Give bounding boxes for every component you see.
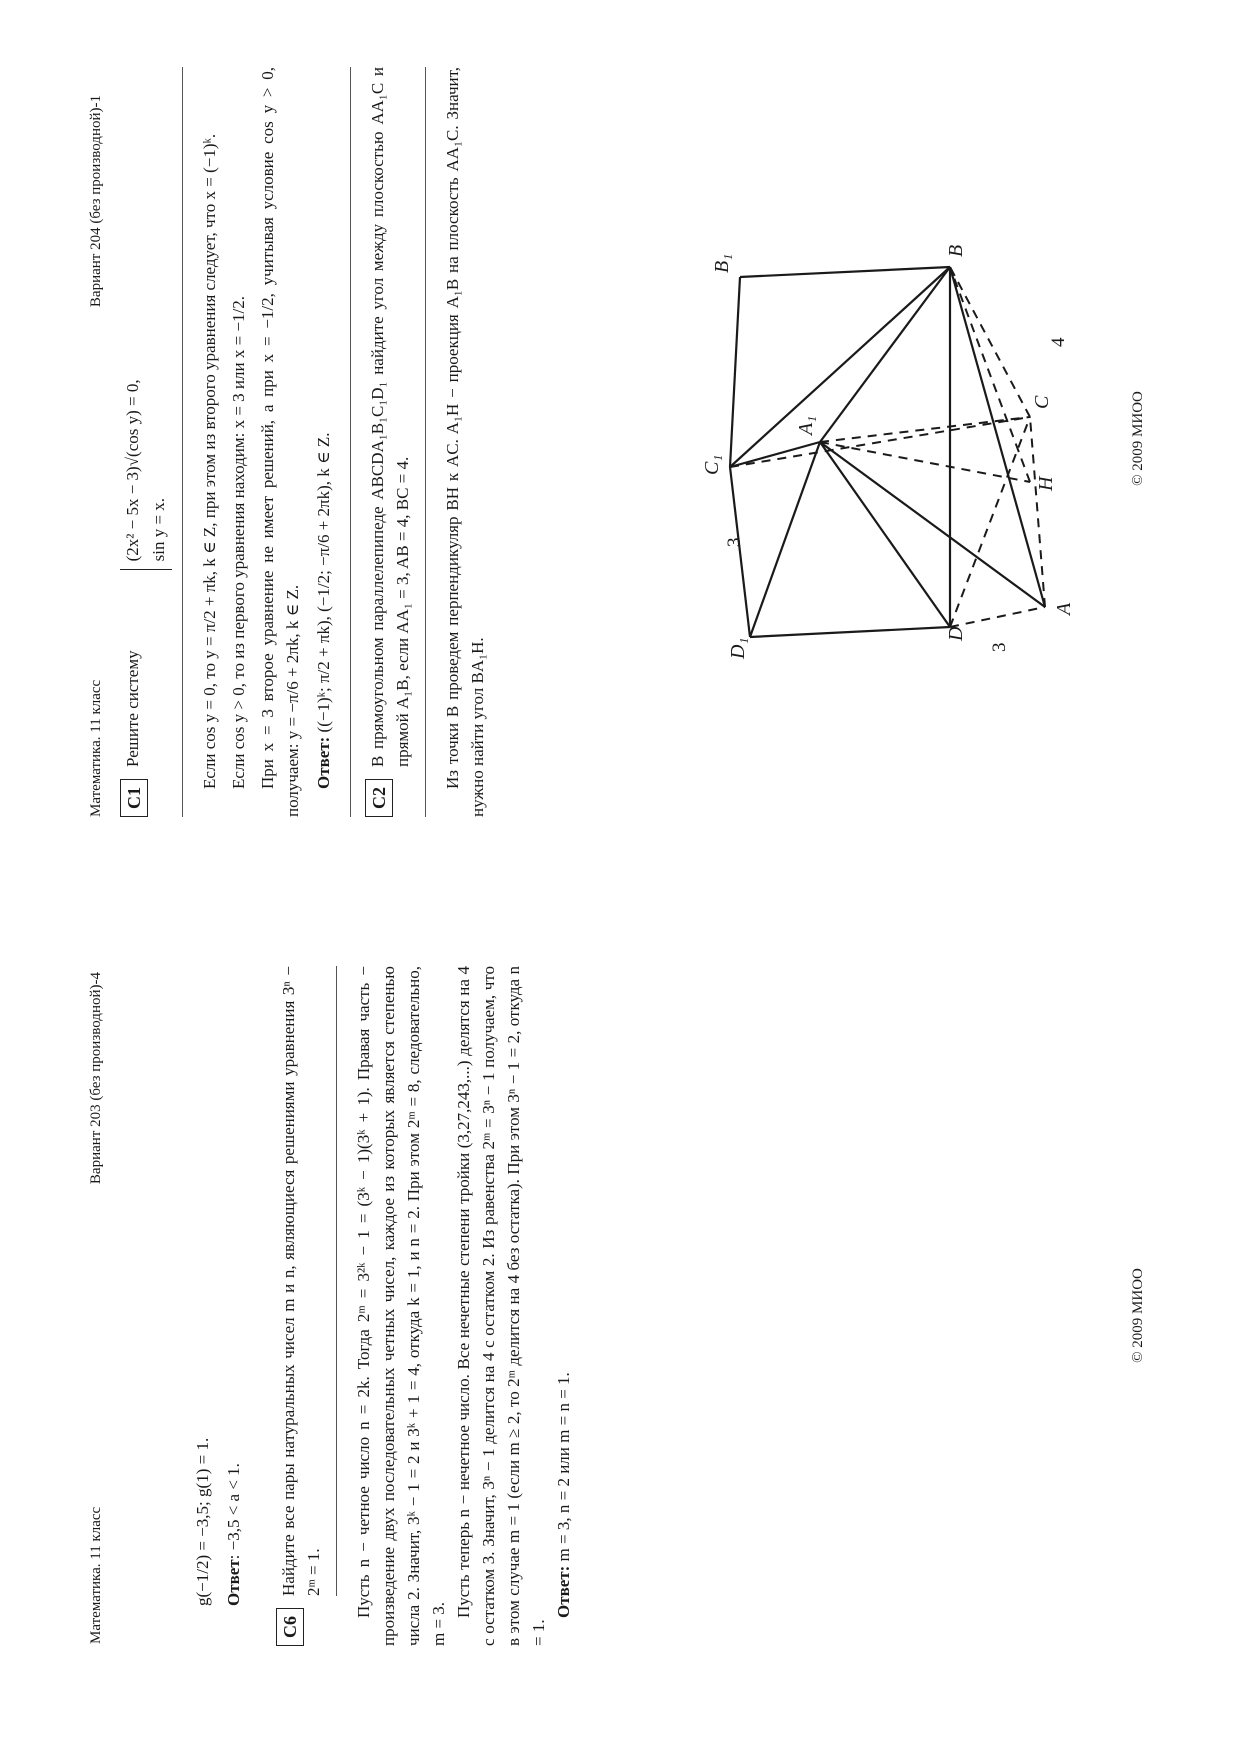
edge-d1-a1-top xyxy=(750,442,820,637)
task-c2 xyxy=(365,67,415,817)
label-d: D xyxy=(945,626,967,641)
label-c: C xyxy=(1031,395,1053,409)
edge-h-b-hidden xyxy=(950,267,1030,482)
right-header-subject: Математика. 11 класс xyxy=(88,679,104,817)
intro-answer-label: Ответ xyxy=(224,1559,243,1606)
solution-para-2: Пусть теперь n − нечетное число. Все нечетные степени тройки (3,27,243,...) делятся на 4 с остатком 3. Значит, 3ⁿ − 1 делится на 4 с остатком 2. Из равенства 2ᵐ = 3ⁿ − 1 получаем, что в этом случае m = 1 (если m ≥ 2, то 2ᵐ делится на 4 без остатка). При этом 3ⁿ − 1 = 2, откуда n = 1. xyxy=(454,966,548,1646)
edge-d1-a1 xyxy=(750,627,950,637)
label-b1: B₁ xyxy=(711,253,733,273)
label-b: B xyxy=(945,244,967,257)
task-c1-text: Решите систему xyxy=(123,650,142,767)
left-footer: © 2009 МИОО xyxy=(1130,1268,1146,1363)
intro-answer-value: : −3,5 < a < 1. xyxy=(224,1463,243,1560)
edge-a1-a xyxy=(820,442,1045,607)
left-header-variant: Вариант 203 (без производной)-4 xyxy=(88,972,104,1185)
c1-answer-value: ((−1)ᵏ; π/2 + πk), (−1/2; −π/6 + 2πk), k ∈ Z. xyxy=(314,432,333,733)
equation-system xyxy=(120,379,172,570)
task-c6-text: Найдите все пары натуральных чисел m и n, являющиеся решениями уравнения 3ⁿ − 2ᵐ = 1. xyxy=(279,966,323,1596)
task-tag-c2: C2 xyxy=(365,779,393,817)
c6-answer xyxy=(551,966,576,1646)
c1-para-3: При x = 3 второе уравнение не имеет решений, а при x = −1/2, учитывая условие cos y > 0, получаем: y = −π/6 + 2πk, k ∈ Z. xyxy=(258,67,302,817)
label-d1: D₁ xyxy=(727,637,749,659)
edge-c1-c-hidden xyxy=(730,417,1030,467)
edge-a1-b xyxy=(820,267,950,442)
task-tag-c1: C1 xyxy=(120,779,148,817)
length-label-4: 4 xyxy=(1048,337,1069,347)
system-line-2: sin y = x. xyxy=(149,497,168,562)
task-c1 xyxy=(120,67,172,817)
intro-formula: g(−1/2) = −3,5; g(1) = 1. xyxy=(193,1437,212,1606)
edge-a1-d xyxy=(820,442,950,627)
length-label-3-top: 3 xyxy=(724,537,745,547)
left-page xyxy=(0,877,1239,1754)
length-label-3-side: 3 xyxy=(989,642,1010,652)
divider xyxy=(336,966,337,1596)
edge-c1-b1 xyxy=(730,277,740,467)
task-c6 xyxy=(276,966,326,1646)
left-content xyxy=(190,966,576,1646)
parallelepiped-figure xyxy=(700,177,1080,697)
label-h: H xyxy=(1035,476,1057,491)
task-tag-c6: C6 xyxy=(276,1608,304,1646)
intro-answer xyxy=(221,966,246,1646)
solution-para-1: Пусть n − четное число n = 2k. Тогда 2ᵐ = 3²ᵏ − 1 = (3ᵏ − 1)(3ᵏ + 1). Правая часть − произведение двух последовательных четных чисел, каждое из которых является степенью числа 2. Значит, 3ᵏ − 1 = 2 и 3ᵏ + 1 = 4, откуда k = 1, и n = 2. При этом 2ᵐ = 8, следовательно, m = 3. xyxy=(354,966,448,1646)
edge-d-a-hidden xyxy=(950,607,1045,627)
c1-answer-label: Ответ: xyxy=(314,736,333,789)
right-header-variant: Вариант 204 (без производной)-1 xyxy=(88,95,104,308)
c6-answer-value: m = 3, n = 2 или m = n = 1. xyxy=(554,1372,573,1562)
right-content xyxy=(120,67,490,817)
edge-c1-b xyxy=(730,267,950,467)
label-a: A xyxy=(1053,602,1075,615)
divider-c1 xyxy=(182,67,183,817)
c1-para-2: Если cos y > 0, то из первого уравнения находим: x = 3 или x = −1/2. xyxy=(229,295,248,789)
c6-answer-label: Ответ: xyxy=(554,1565,573,1618)
edge-a1-h-hidden xyxy=(820,442,1030,482)
c2-solution: Из точки B проведем перпендикуляр BH к AC. A₁H − проекция A₁B на плоскость AA₁C. Значит, нужно найти угол BA₁H. xyxy=(443,67,487,817)
label-c1: C₁ xyxy=(701,454,723,475)
divider-c2 xyxy=(425,67,426,817)
edge-c-b-hidden xyxy=(950,267,1030,417)
task-c2-text: В прямоугольном параллелепипеде ABCDA₁B₁C₁D₁ найдите угол между плоскостью AA₁C и прямой A₁B, если AA₁ = 3, AB = 4, BC = 4. xyxy=(368,67,412,767)
left-header-subject: Математика. 11 класс xyxy=(88,1506,104,1644)
right-footer: © 2009 МИОО xyxy=(1130,391,1146,486)
edge-d1-c1 xyxy=(730,467,750,637)
edge-b1-b xyxy=(740,267,950,277)
label-a1: A₁ xyxy=(795,415,817,435)
c1-para-1: Если cos y = 0, то y = π/2 + πk, k ∈ Z, при этом из второго уравнения следует, что x = (−1)ᵏ. xyxy=(200,133,219,789)
c1-answer xyxy=(311,67,336,817)
system-line-1: (2x² − 5x − 3)√(cos y) = 0, xyxy=(123,379,142,562)
divider-c1-end xyxy=(350,67,351,817)
edge-a-b xyxy=(950,267,1045,607)
